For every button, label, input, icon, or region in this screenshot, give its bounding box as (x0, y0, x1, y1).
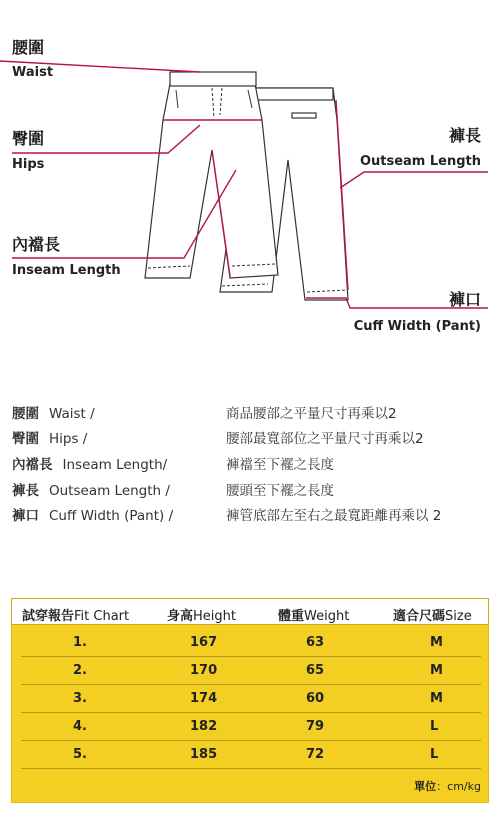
definition-row: 腰圍 Waist / 商品腰部之平量尺寸再乘以2 (12, 406, 397, 422)
header-size: 適合尺碼Size (393, 609, 472, 624)
cell-weight: 63 (306, 635, 325, 650)
cell-weight: 60 (306, 691, 325, 706)
table-row (21, 628, 481, 657)
cell-no: 4. (73, 719, 87, 734)
cell-height: 185 (190, 747, 218, 762)
cell-height: 174 (190, 691, 218, 706)
label-waist-en: Waist (12, 65, 54, 80)
cell-height: 182 (190, 719, 218, 734)
header-height: 身高Height (167, 609, 236, 624)
cell-no: 3. (73, 691, 87, 706)
label-cuff-en: Cuff Width (Pant) (353, 319, 481, 334)
unit-note: 單位：cm/kg (414, 780, 481, 793)
label-outseam-zh: 褲長 (448, 126, 481, 145)
cell-no: 2. (73, 663, 87, 678)
label-outseam-en: Outseam Length (359, 154, 481, 169)
cell-weight: 79 (306, 719, 325, 734)
table-row (21, 656, 481, 685)
cell-weight: 65 (306, 663, 325, 678)
front-waistband (170, 72, 256, 86)
table-row (21, 740, 481, 769)
cell-no: 5. (73, 747, 87, 762)
table-row (21, 712, 481, 741)
pants-diagram (0, 0, 500, 360)
label-hips-en: Hips (12, 157, 45, 172)
definition-row: 褲長 Outseam Length / 腰頭至下襬之長度 (12, 483, 334, 499)
cell-weight: 72 (306, 747, 325, 762)
definition-row: 內襠長 Inseam Length/ 褲襠至下襬之長度 (12, 457, 334, 473)
header-weight: 體重Weight (278, 609, 350, 624)
cell-no: 1. (73, 635, 87, 650)
definition-row: 臀圍 Hips / 腰部最寬部位之平量尺寸再乘以2 (12, 431, 424, 447)
cell-height: 170 (190, 663, 218, 678)
cell-size: M (430, 691, 443, 706)
cell-size: L (430, 747, 439, 762)
fit-chart-header (11, 598, 489, 625)
label-inseam-zh: 內襠長 (12, 235, 61, 254)
label-waist-zh: 腰圍 (12, 38, 45, 57)
cell-height: 167 (190, 635, 218, 650)
label-hips-zh: 臀圍 (12, 129, 45, 148)
fit-chart-table (11, 598, 489, 803)
cell-size: M (430, 635, 443, 650)
label-cuff-zh: 褲口 (448, 290, 481, 309)
definition-row: 褲口 Cuff Width (Pant) / 褲管底部左至右之最寬距離再乘以 2 (12, 508, 442, 524)
back-waistband (255, 88, 333, 100)
header-fit-chart: 試穿報告Fit Chart (22, 609, 130, 624)
cell-size: L (430, 719, 439, 734)
front-pants-body (145, 84, 278, 278)
back-pocket (292, 113, 316, 118)
label-inseam-en: Inseam Length (12, 263, 121, 278)
table-row (21, 684, 481, 713)
cell-size: M (430, 663, 443, 678)
